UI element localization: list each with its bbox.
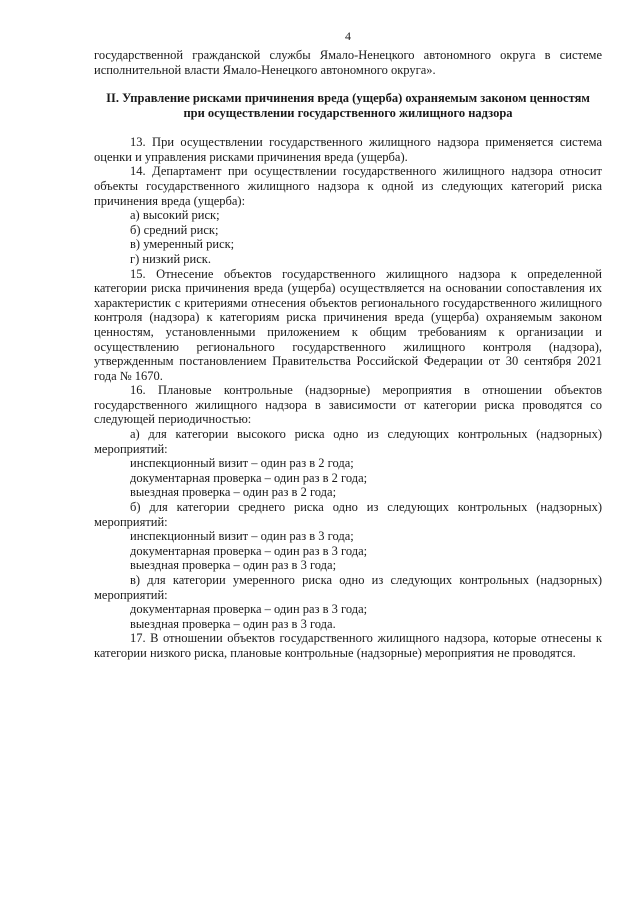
page-number: 4 bbox=[345, 29, 351, 43]
paragraph-16: 16. Плановые контрольные (надзорные) мероприятия в отношении объектов государственного жилищного надзора в зависимости от категории риска проводятся со следующей периодичностью: bbox=[94, 383, 602, 427]
inspection-frequency-item: документарная проверка – один раз в 3 года; bbox=[130, 543, 368, 558]
inspection-frequency-item: выездная проверка – один раз в 2 года; bbox=[130, 485, 337, 500]
paragraph-17: 17. В отношении объектов государственного жилищного надзора, которые отнесены к категории низкого риска, плановые контрольные (надзорные) мероприятия не проводятся. bbox=[94, 631, 602, 660]
section-heading: II. Управление рисками причинения вреда (ущерба) охраняемым законом ценностям при осуществлении государственного жилищного надзора bbox=[106, 91, 590, 121]
paragraph-16c: в) для категории умеренного риска одно из следующих контрольных (надзорных) мероприятий: bbox=[94, 573, 602, 602]
paragraph-13: 13. При осуществлении государственного жилищного надзора применяется система оценки и управления рисками причинения вреда (ущерба). bbox=[94, 135, 602, 164]
paragraph-16b: б) для категории среднего риска одно из следующих контрольных (надзорных) мероприятий: bbox=[94, 500, 602, 529]
risk-category-item: а) высокий риск; bbox=[130, 208, 220, 223]
risk-category-item: в) умеренный риск; bbox=[130, 237, 235, 252]
paragraph-15: 15. Отнесение объектов государственного жилищного надзора к определенной категории риска причинения вреда (ущерба) осуществляется на основании сопоставления их характеристик с критериями отнесения объектов регионального государственного жилищного контроля (надзора) к категориям риска причинения вреда (ущерба) охраняемым законом ценностям, установленными приложением к общим требованиям к организации и осуществлению регионального государственного жилищного контроля (надзора), утвержденным постановлением Правительства Российской Федерации от 30 сентября 2021 года № 1670. bbox=[94, 266, 602, 383]
intro-continuation: государственной гражданской службы Ямало-Ненецкого автономного округа в системе исполнительной власти Ямало-Ненецкого автономного округа». bbox=[94, 48, 602, 77]
risk-category-item: б) средний риск; bbox=[130, 222, 219, 237]
paragraph-16a: а) для категории высокого риска одно из следующих контрольных (надзорных) мероприятий: bbox=[94, 427, 602, 456]
inspection-frequency-item: документарная проверка – один раз в 2 года; bbox=[130, 470, 368, 485]
paragraph-14: 14. Департамент при осуществлении государственного жилищного надзора относит объекты государственного жилищного надзора к одной из следующих категорий риска причинения вреда (ущерба): bbox=[94, 164, 602, 208]
document-page bbox=[94, 28, 602, 661]
inspection-frequency-item: инспекционный визит – один раз в 3 года; bbox=[130, 529, 354, 544]
risk-category-item: г) низкий риск. bbox=[130, 251, 211, 266]
inspection-frequency-item: выездная проверка – один раз в 3 года; bbox=[130, 558, 337, 573]
inspection-frequency-item: инспекционный визит – один раз в 2 года; bbox=[130, 456, 354, 471]
inspection-frequency-item: документарная проверка – один раз в 3 года; bbox=[130, 602, 368, 617]
inspection-frequency-item: выездная проверка – один раз в 3 года. bbox=[130, 616, 336, 631]
